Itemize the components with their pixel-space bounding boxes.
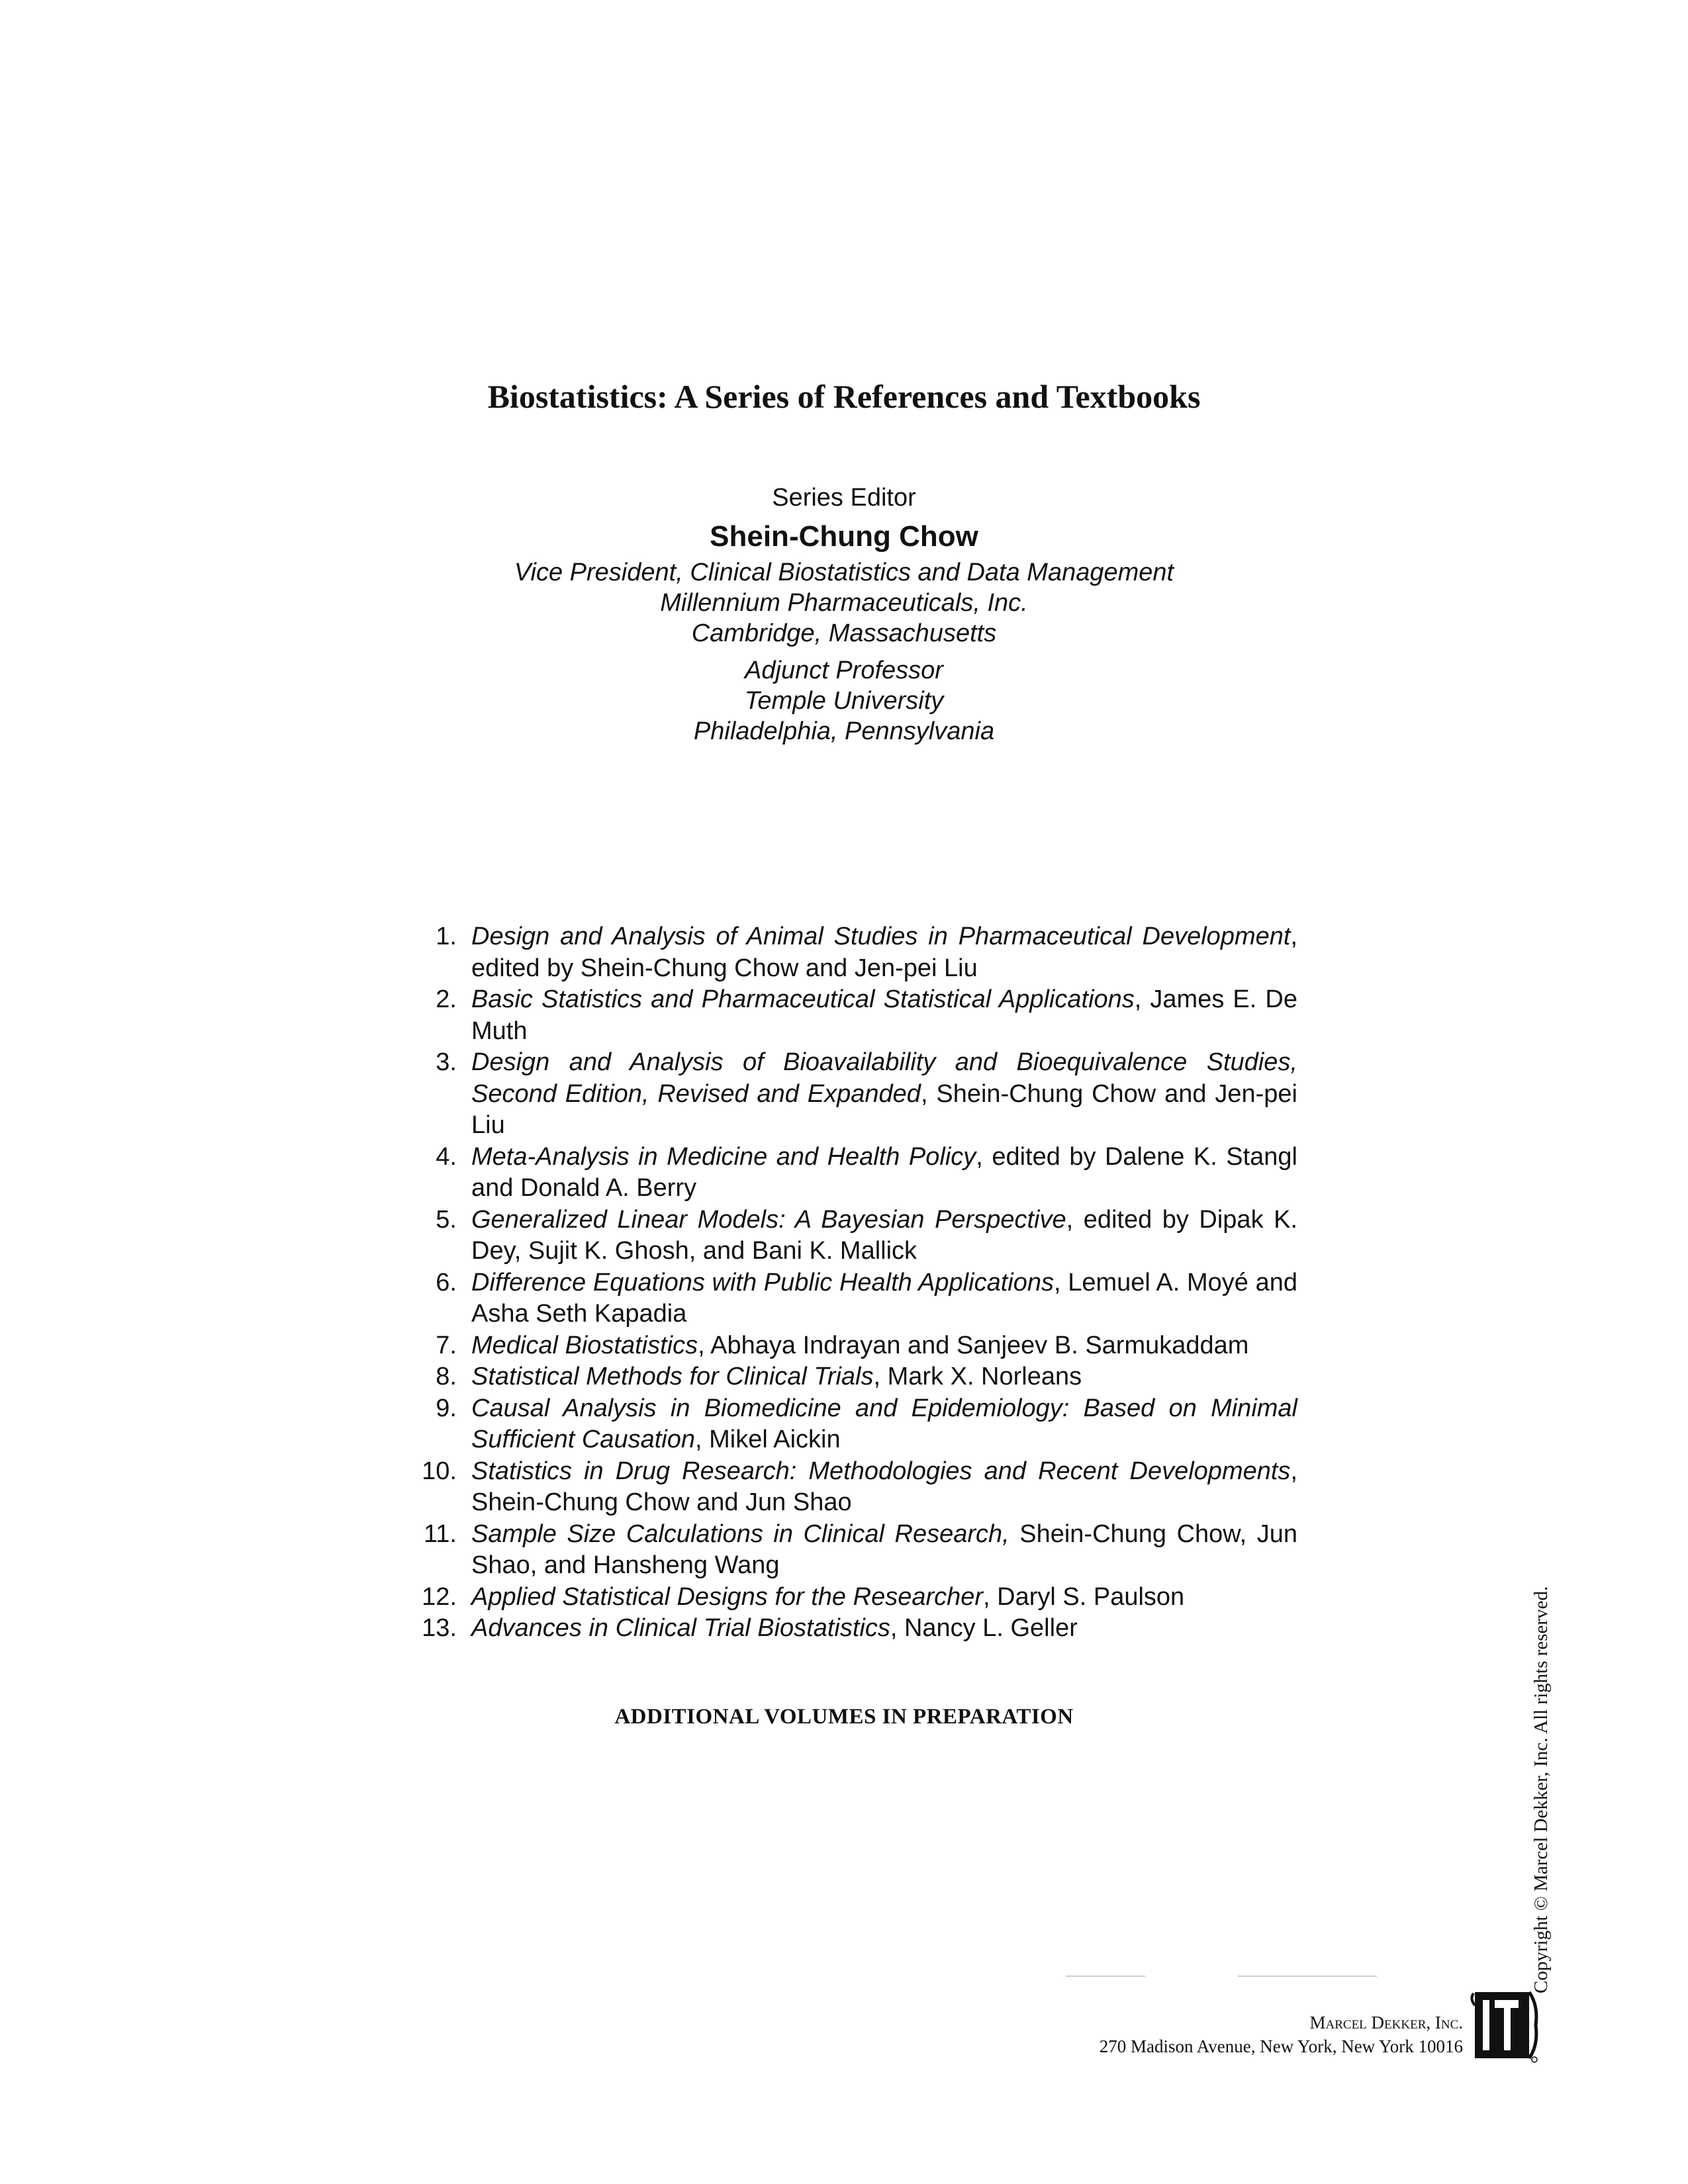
book-authors: , Daryl S. Paulson xyxy=(983,1582,1185,1611)
marcel-dekker-logo-icon xyxy=(1470,1985,1542,2065)
list-item xyxy=(397,1393,1297,1456)
book-authors: Shein-Chung Chow, Jun Shao, and Hansheng Wang xyxy=(471,1520,1297,1579)
book-number: 13. xyxy=(422,1614,457,1642)
editor-affiliation-line: Vice President, Clinical Biostatistics and Data Management xyxy=(514,559,1174,586)
book-title: Sample Size Calculations in Clinical Research, xyxy=(471,1520,1009,1548)
book-title: Difference Equations with Public Health Applications xyxy=(471,1268,1054,1297)
series-title: Biostatistics: A Series of References and Textbooks xyxy=(487,378,1201,415)
book-number: 11. xyxy=(423,1520,457,1548)
scan-speck xyxy=(1238,1976,1377,1977)
book-authors: , edited by Shein-Chung Chow and Jen-pei Liu xyxy=(471,923,1297,982)
list-item xyxy=(397,1047,1297,1142)
book-authors: , edited by Dipak K. Dey, Sujit K. Ghosh, and Bani K. Mallick xyxy=(471,1205,1297,1265)
list-item xyxy=(397,1142,1297,1205)
list-item xyxy=(397,984,1297,1047)
list-item xyxy=(397,921,1297,984)
list-item xyxy=(397,1519,1297,1582)
scan-speck xyxy=(1066,1976,1145,1977)
book-authors: , James E. De Muth xyxy=(471,985,1297,1045)
editor-affiliation-line: Cambridge, Massachusetts xyxy=(691,619,997,647)
list-item xyxy=(397,1267,1297,1330)
book-title: Applied Statistical Designs for the Researcher xyxy=(471,1582,984,1611)
book-title: Design and Analysis of Bioavailability and Bioequivalence Studies, Second Edition, Revised and Expanded xyxy=(471,1048,1297,1108)
list-item xyxy=(397,1582,1297,1614)
book-title: Design and Analysis of Animal Studies in Pharmaceutical Development xyxy=(471,923,1291,950)
book-title: Medical Biostatistics xyxy=(471,1331,698,1359)
editor-affiliation-line: Millennium Pharmaceuticals, Inc. xyxy=(660,589,1028,617)
editor-affiliation-line: Philadelphia, Pennsylvania xyxy=(693,717,995,745)
series-editor-name: Shein-Chung Chow xyxy=(710,520,978,553)
book-authors: , Shein-Chung Chow and Jen-pei Liu xyxy=(471,1079,1297,1139)
book-title: Meta-Analysis in Medicine and Health Policy xyxy=(471,1142,976,1171)
series-editor-block xyxy=(0,482,1688,747)
additional-volumes-note: ADDITIONAL VOLUMES IN PREPARATION xyxy=(614,1705,1074,1729)
book-title: Causal Analysis in Biomedicine and Epidemiology: Based on Minimal Sufficient Causation xyxy=(471,1394,1297,1453)
book-number: 2. xyxy=(436,985,457,1013)
book-authors: , Mikel Aickin xyxy=(694,1426,841,1453)
book-list xyxy=(397,921,1297,1645)
publisher-name: Marcel Dekker, Inc. xyxy=(1309,2013,1463,2032)
book-number: 4. xyxy=(436,1142,457,1171)
book-number: 7. xyxy=(436,1331,457,1359)
list-item xyxy=(397,1456,1297,1519)
list-item xyxy=(397,1613,1297,1645)
book-title: Statistical Methods for Clinical Trials xyxy=(471,1363,874,1390)
book-number: 5. xyxy=(436,1205,457,1234)
book-authors: , Shein-Chung Chow and Jun Shao xyxy=(471,1457,1297,1516)
book-number: 9. xyxy=(436,1394,457,1422)
book-authors: , Abhaya Indrayan and Sanjeev B. Sarmukaddam xyxy=(698,1331,1249,1359)
editor-affiliation-line: Adjunct Professor xyxy=(745,657,943,684)
copyright-notice: Copyright © Marcel Dekker, Inc. All rights reserved. xyxy=(1530,1586,1552,1993)
book-title: Basic Statistics and Pharmaceutical Statistical Applications xyxy=(471,985,1135,1013)
editor-affiliation-line: Temple University xyxy=(744,687,944,715)
list-item xyxy=(397,1361,1297,1393)
book-title: Advances in Clinical Trial Biostatistics xyxy=(471,1614,890,1642)
book-title: Statistics in Drug Research: Methodologies and Recent Developments xyxy=(471,1457,1291,1485)
list-item xyxy=(397,1330,1297,1362)
publisher-block xyxy=(1100,2011,1463,2058)
book-authors: , Lemuel A. Moyé and Asha Seth Kapadia xyxy=(471,1268,1297,1328)
book-authors: , edited by Dalene K. Stangl and Donald A. Berry xyxy=(471,1142,1297,1202)
book-number: 8. xyxy=(436,1363,457,1390)
list-item xyxy=(397,1205,1297,1267)
publisher-address: 270 Madison Avenue, New York, New York 10016 xyxy=(1099,2036,1463,2056)
book-authors: , Mark X. Norleans xyxy=(873,1363,1082,1390)
book-number: 12. xyxy=(422,1582,457,1611)
book-title: Generalized Linear Models: A Bayesian Perspective xyxy=(471,1205,1066,1234)
series-editor-label: Series Editor xyxy=(772,484,916,512)
book-number: 3. xyxy=(436,1048,457,1076)
book-number: 1. xyxy=(436,923,457,950)
book-number: 6. xyxy=(436,1268,457,1297)
book-authors: , Nancy L. Geller xyxy=(890,1614,1078,1642)
book-number: 10. xyxy=(422,1457,457,1485)
